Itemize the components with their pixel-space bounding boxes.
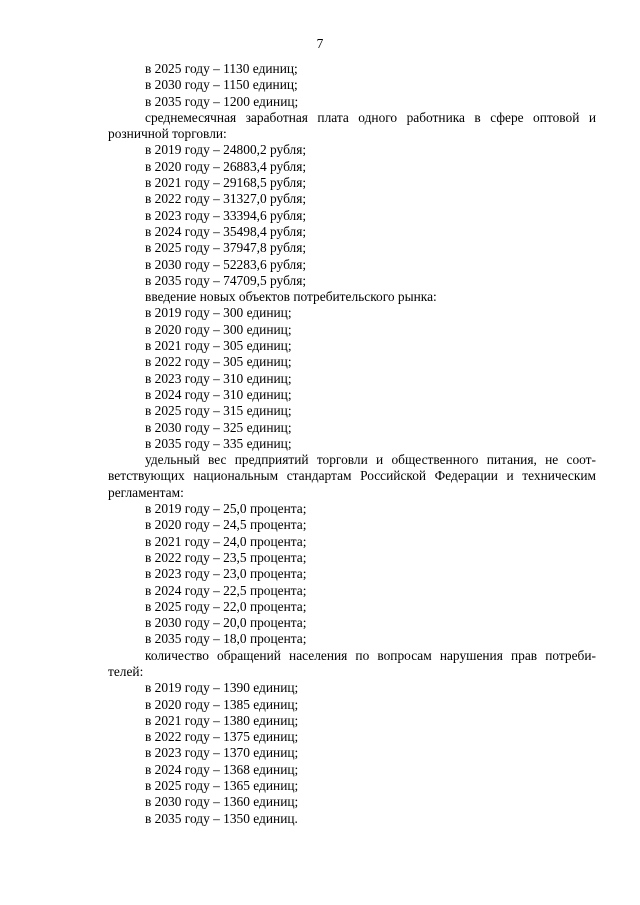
list-item: в 2030 году – 1360 единиц; bbox=[145, 794, 299, 810]
list-item: в 2024 году – 22,5 процента; bbox=[145, 582, 307, 598]
list-item: в 2025 году – 22,0 процента; bbox=[145, 598, 307, 614]
list-item: в 2019 году – 300 единиц; bbox=[145, 305, 292, 321]
list-item: в 2025 году – 1130 единиц; bbox=[145, 61, 298, 76]
list-item: в 2025 году – 37947,8 рубля; bbox=[145, 240, 307, 256]
list-item: в 2021 году – 305 единиц; bbox=[145, 338, 292, 354]
list-item: в 2024 году – 35498,4 рубля; bbox=[145, 223, 307, 239]
list-item: в 2022 году – 23,5 процента; bbox=[145, 549, 307, 565]
list-item: в 2035 году – 1350 единиц. bbox=[145, 810, 298, 826]
document-body bbox=[0, 61, 640, 827]
list-item: в 2035 году – 74709,5 рубля; bbox=[145, 272, 307, 288]
section-heading-line: телей: bbox=[108, 663, 144, 679]
section-heading-line: регламентам: bbox=[108, 484, 184, 500]
list-item: в 2020 году – 300 единиц; bbox=[145, 321, 292, 337]
section-heading-line: удельный вес предприятий торговли и общественного питания, не соот- bbox=[145, 452, 596, 468]
list-item: в 2019 году – 25,0 процента; bbox=[145, 501, 307, 517]
list-item: в 2023 году – 310 единиц; bbox=[145, 370, 292, 386]
list-item: в 2022 году – 31327,0 рубля; bbox=[145, 191, 307, 207]
list-item: в 2021 году – 29168,5 рубля; bbox=[145, 175, 307, 191]
list-item: в 2020 году – 26883,4 рубля; bbox=[145, 158, 307, 174]
section-heading-line: введение новых объектов потребительского рынка: bbox=[145, 289, 437, 305]
list-item: в 2030 году – 1150 единиц; bbox=[145, 77, 298, 93]
list-item: в 2019 году – 24800,2 рубля; bbox=[145, 142, 307, 158]
list-item: в 2023 году – 33394,6 рубля; bbox=[145, 207, 307, 223]
list-item: в 2025 году – 315 единиц; bbox=[145, 403, 292, 419]
list-item: в 2022 году – 1375 единиц; bbox=[145, 729, 299, 745]
list-item: в 2025 году – 1365 единиц; bbox=[145, 778, 299, 794]
list-item: в 2035 году – 18,0 процента; bbox=[145, 631, 307, 647]
list-item: в 2035 году – 1200 единиц; bbox=[145, 93, 299, 109]
list-item: в 2030 году – 20,0 процента; bbox=[145, 615, 307, 631]
list-item: в 2035 году – 335 единиц; bbox=[145, 435, 292, 451]
list-item: в 2024 году – 310 единиц; bbox=[145, 386, 292, 402]
list-item: в 2024 году – 1368 единиц; bbox=[145, 761, 299, 777]
list-item: в 2021 году – 1380 единиц; bbox=[145, 712, 299, 728]
section-heading-line: ветствующих национальным стандартам Российской Федерации и техническим bbox=[108, 468, 596, 484]
list-item: в 2019 году – 1390 единиц; bbox=[145, 680, 299, 696]
list-item: в 2023 году – 1370 единиц; bbox=[145, 745, 299, 761]
list-item: в 2030 году – 52283,6 рубля; bbox=[145, 256, 307, 272]
list-item: в 2020 году – 24,5 процента; bbox=[145, 517, 307, 533]
list-item: в 2022 году – 305 единиц; bbox=[145, 354, 292, 370]
section-heading-line: количество обращений населения по вопросам нарушения прав потреби- bbox=[145, 647, 596, 663]
list-item: в 2023 году – 23,0 процента; bbox=[145, 566, 307, 582]
page-number: 7 bbox=[316, 36, 324, 51]
section-heading-line: розничной торговли: bbox=[108, 126, 227, 142]
section-heading-line: среднемесячная заработная плата одного работника в сфере оптовой и bbox=[145, 109, 596, 125]
list-item: в 2021 году – 24,0 процента; bbox=[145, 533, 307, 549]
list-item: в 2020 году – 1385 единиц; bbox=[145, 696, 299, 712]
list-item: в 2030 году – 325 единиц; bbox=[145, 419, 292, 435]
